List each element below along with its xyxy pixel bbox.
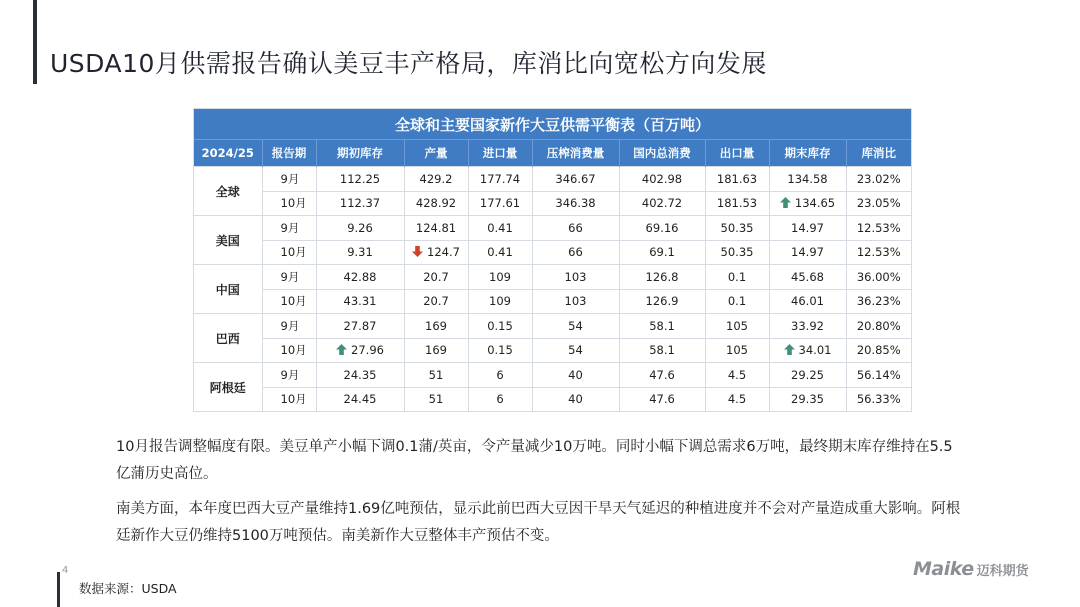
value-cell bbox=[769, 216, 846, 241]
value-cell bbox=[404, 216, 468, 241]
value-cell bbox=[769, 167, 846, 192]
value-text: 402.98 bbox=[641, 171, 683, 186]
value-text: 126.8 bbox=[645, 269, 679, 284]
value-cell bbox=[316, 387, 404, 411]
value-cell bbox=[532, 338, 619, 363]
value-text: 0.15 bbox=[487, 343, 513, 358]
column-header: 2024/25 bbox=[194, 140, 262, 167]
value-text: 112.37 bbox=[339, 196, 381, 211]
value-cell bbox=[468, 338, 532, 363]
logo-text-cn: 迈科期货 bbox=[976, 563, 1029, 579]
period-cell: 10月 bbox=[262, 387, 316, 411]
value-text: 169 bbox=[425, 343, 447, 358]
value-cell bbox=[705, 289, 769, 314]
value-text: 56.33% bbox=[856, 392, 901, 407]
value-cell bbox=[532, 314, 619, 339]
value-text: 9.26 bbox=[347, 220, 373, 235]
value-text: 20.85% bbox=[856, 343, 901, 358]
value-text: 346.67 bbox=[555, 171, 596, 186]
value-cell bbox=[468, 363, 532, 388]
value-cell bbox=[846, 240, 911, 265]
table-row bbox=[194, 363, 911, 388]
table-row bbox=[194, 265, 911, 290]
value-cell bbox=[532, 240, 619, 265]
value-text: 428.92 bbox=[415, 196, 457, 211]
value-text: 134.58 bbox=[787, 171, 828, 186]
value-text: 126.9 bbox=[645, 294, 679, 309]
column-header: 出口量 bbox=[705, 140, 769, 167]
value-text: 0.1 bbox=[727, 294, 747, 309]
value-cell bbox=[705, 240, 769, 265]
value-cell bbox=[846, 167, 911, 192]
value-cell bbox=[769, 289, 846, 314]
value-cell bbox=[619, 265, 705, 290]
value-cell bbox=[619, 240, 705, 265]
table-row bbox=[194, 191, 911, 216]
value-text: 24.45 bbox=[343, 392, 377, 407]
period-cell: 10月 bbox=[262, 338, 316, 363]
value-cell bbox=[532, 191, 619, 216]
country-label: 全球 bbox=[194, 167, 262, 216]
value-cell bbox=[316, 289, 404, 314]
value-cell bbox=[619, 387, 705, 411]
value-text: 4.5 bbox=[727, 367, 747, 382]
value-cell bbox=[705, 314, 769, 339]
table-row bbox=[194, 167, 911, 192]
value-cell bbox=[316, 191, 404, 216]
value-cell bbox=[846, 338, 911, 363]
value-text: 23.05% bbox=[856, 196, 901, 211]
value-text: 69.16 bbox=[645, 220, 679, 235]
arrow-up-icon bbox=[784, 344, 795, 355]
value-cell bbox=[705, 265, 769, 290]
value-cell bbox=[532, 265, 619, 290]
value-text: 24.35 bbox=[343, 367, 377, 382]
value-cell bbox=[769, 240, 846, 265]
value-text: 29.25 bbox=[791, 367, 824, 382]
value-cell bbox=[705, 363, 769, 388]
value-text: 6 bbox=[496, 392, 504, 407]
value-cell bbox=[769, 265, 846, 290]
value-text: 66 bbox=[568, 245, 583, 260]
value-cell bbox=[769, 314, 846, 339]
value-text: 54 bbox=[568, 318, 583, 333]
supply-demand-table bbox=[193, 108, 912, 412]
value-cell bbox=[769, 191, 846, 216]
value-text: 109 bbox=[489, 269, 511, 284]
value-cell bbox=[705, 191, 769, 216]
value-cell bbox=[619, 363, 705, 388]
value-cell bbox=[769, 387, 846, 411]
value-text: 51 bbox=[428, 367, 444, 382]
value-cell bbox=[316, 216, 404, 241]
value-text: 105 bbox=[726, 343, 748, 358]
value-cell bbox=[846, 314, 911, 339]
value-cell bbox=[846, 289, 911, 314]
value-text: 40 bbox=[568, 367, 583, 382]
value-text: 56.14% bbox=[856, 367, 901, 382]
paragraph-us: 10月报告调整幅度有限。美豆单产小幅下调0.1蒲/英亩，令产量减少10万吨。同时小幅下调总需求6万吨，最终期末库存维持在5.5亿蒲历史高位。 bbox=[116, 439, 953, 482]
value-cell bbox=[532, 387, 619, 411]
value-text: 20.80% bbox=[856, 318, 901, 333]
value-cell bbox=[404, 191, 468, 216]
value-cell bbox=[619, 216, 705, 241]
value-text: 103 bbox=[564, 294, 587, 309]
value-text: 109 bbox=[489, 294, 511, 309]
value-cell bbox=[619, 191, 705, 216]
value-text: 40 bbox=[568, 392, 583, 407]
value-text: 12.53% bbox=[856, 245, 901, 260]
value-text: 27.87 bbox=[343, 318, 377, 333]
value-text: 169 bbox=[425, 318, 447, 333]
value-text: 402.72 bbox=[641, 196, 683, 211]
logo-text-en: Maike bbox=[913, 558, 974, 580]
value-text: 346.38 bbox=[555, 196, 596, 211]
value-text: 0.41 bbox=[487, 220, 513, 235]
value-text: 34.01 bbox=[798, 343, 832, 358]
value-cell bbox=[619, 314, 705, 339]
value-cell bbox=[404, 240, 468, 265]
value-text: 134.65 bbox=[794, 196, 836, 211]
value-cell bbox=[468, 240, 532, 265]
value-text: 181.53 bbox=[716, 196, 758, 211]
value-text: 46.01 bbox=[791, 294, 824, 309]
value-text: 58.1 bbox=[649, 318, 675, 333]
data-source: 数据来源：USDA bbox=[79, 581, 177, 596]
value-cell bbox=[404, 363, 468, 388]
value-cell bbox=[846, 191, 911, 216]
page-number: 4 bbox=[62, 565, 69, 576]
country-label: 美国 bbox=[194, 216, 262, 265]
value-cell bbox=[316, 167, 404, 192]
value-text: 36.00% bbox=[856, 269, 901, 284]
column-header: 期末库存 bbox=[769, 140, 846, 167]
value-text: 29.35 bbox=[791, 392, 824, 407]
arrow-up-icon bbox=[336, 344, 347, 355]
value-cell bbox=[404, 387, 468, 411]
value-cell bbox=[468, 387, 532, 411]
country-label: 巴西 bbox=[194, 314, 262, 363]
value-cell bbox=[846, 387, 911, 411]
value-text: 124.7 bbox=[427, 245, 460, 260]
value-text: 177.74 bbox=[479, 171, 521, 186]
value-cell bbox=[468, 314, 532, 339]
value-text: 103 bbox=[564, 269, 587, 284]
value-text: 20.7 bbox=[423, 269, 449, 284]
value-text: 51 bbox=[428, 392, 444, 407]
value-cell bbox=[769, 363, 846, 388]
value-cell bbox=[532, 289, 619, 314]
value-text: 105 bbox=[726, 318, 748, 333]
value-text: 23.02% bbox=[856, 171, 901, 186]
column-header: 国内总消费 bbox=[619, 140, 705, 167]
value-cell bbox=[532, 363, 619, 388]
period-cell: 9月 bbox=[262, 216, 316, 241]
value-cell bbox=[404, 265, 468, 290]
table-row bbox=[194, 387, 911, 411]
table-caption: 全球和主要国家新作大豆供需平衡表（百万吨） bbox=[194, 109, 911, 140]
value-text: 42.88 bbox=[343, 269, 377, 284]
value-text: 33.92 bbox=[791, 318, 824, 333]
value-text: 66 bbox=[568, 220, 583, 235]
value-cell bbox=[316, 265, 404, 290]
value-text: 181.63 bbox=[716, 171, 758, 186]
paragraph-south-america: 南美方面，本年度巴西大豆产量维持1.69亿吨预估，显示此前巴西大豆因干旱天气延迟的种植进度并不会对产量造成重大影响。阿根廷新作大豆仍维持5100万吨预估。南美新作大豆整体丰产预估不变。 bbox=[116, 501, 961, 544]
value-text: 0.41 bbox=[487, 245, 513, 260]
table-row bbox=[194, 289, 911, 314]
value-cell bbox=[316, 314, 404, 339]
value-cell bbox=[705, 387, 769, 411]
value-cell bbox=[705, 338, 769, 363]
value-cell bbox=[316, 240, 404, 265]
value-text: 50.35 bbox=[720, 220, 754, 235]
value-cell bbox=[619, 289, 705, 314]
period-cell: 10月 bbox=[262, 289, 316, 314]
value-text: 45.68 bbox=[791, 269, 824, 284]
value-cell bbox=[404, 338, 468, 363]
value-cell bbox=[846, 363, 911, 388]
value-text: 43.31 bbox=[343, 294, 377, 309]
value-cell bbox=[404, 314, 468, 339]
value-text: 9.31 bbox=[347, 245, 373, 260]
period-cell: 9月 bbox=[262, 265, 316, 290]
value-text: 6 bbox=[496, 367, 504, 382]
value-text: 112.25 bbox=[339, 171, 381, 186]
period-cell: 10月 bbox=[262, 191, 316, 216]
value-cell bbox=[705, 216, 769, 241]
table-row bbox=[194, 314, 911, 339]
value-text: 14.97 bbox=[791, 245, 824, 260]
value-cell bbox=[846, 216, 911, 241]
value-cell bbox=[404, 289, 468, 314]
value-text: 50.35 bbox=[720, 245, 754, 260]
value-cell bbox=[532, 216, 619, 241]
value-cell bbox=[532, 167, 619, 192]
country-label: 中国 bbox=[194, 265, 262, 314]
company-logo bbox=[913, 557, 1029, 581]
column-header: 库消比 bbox=[846, 140, 911, 167]
column-header: 进口量 bbox=[468, 140, 532, 167]
value-cell bbox=[846, 265, 911, 290]
value-text: 0.15 bbox=[487, 318, 513, 333]
value-cell bbox=[468, 191, 532, 216]
arrow-up-icon bbox=[780, 197, 791, 208]
accent-bar-bottom bbox=[57, 572, 60, 607]
period-cell: 9月 bbox=[262, 363, 316, 388]
column-header: 报告期 bbox=[262, 140, 316, 167]
value-text: 14.97 bbox=[791, 220, 824, 235]
country-label: 阿根廷 bbox=[194, 363, 262, 412]
value-text: 58.1 bbox=[649, 343, 675, 358]
period-cell: 9月 bbox=[262, 314, 316, 339]
value-text: 177.61 bbox=[479, 196, 521, 211]
value-cell bbox=[316, 363, 404, 388]
value-text: 0.1 bbox=[727, 269, 747, 284]
value-cell bbox=[468, 216, 532, 241]
value-cell bbox=[769, 338, 846, 363]
accent-bar-top bbox=[33, 0, 37, 84]
value-text: 20.7 bbox=[423, 294, 449, 309]
value-text: 47.6 bbox=[649, 392, 675, 407]
table-row bbox=[194, 240, 911, 265]
period-cell: 10月 bbox=[262, 240, 316, 265]
value-text: 47.6 bbox=[649, 367, 675, 382]
slide-title: USDA10月供需报告确认美豆丰产格局，库消比向宽松方向发展 bbox=[50, 49, 767, 78]
arrow-down-icon bbox=[412, 246, 423, 257]
value-text: 12.53% bbox=[856, 220, 901, 235]
period-cell: 9月 bbox=[262, 167, 316, 192]
value-cell bbox=[404, 167, 468, 192]
value-cell bbox=[316, 338, 404, 363]
table-row bbox=[194, 338, 911, 363]
table-row bbox=[194, 216, 911, 241]
value-cell bbox=[468, 289, 532, 314]
value-text: 27.96 bbox=[351, 343, 384, 358]
value-text: 124.81 bbox=[415, 220, 457, 235]
value-cell bbox=[619, 338, 705, 363]
column-header: 产量 bbox=[404, 140, 468, 167]
value-cell bbox=[468, 265, 532, 290]
value-cell bbox=[705, 167, 769, 192]
value-text: 69.1 bbox=[649, 245, 675, 260]
value-text: 4.5 bbox=[727, 392, 747, 407]
value-cell bbox=[468, 167, 532, 192]
column-header: 期初库存 bbox=[316, 140, 404, 167]
value-text: 36.23% bbox=[856, 294, 901, 309]
value-cell bbox=[619, 167, 705, 192]
value-text: 54 bbox=[568, 343, 583, 358]
column-header: 压榨消费量 bbox=[532, 140, 619, 167]
value-text: 429.2 bbox=[419, 171, 453, 186]
